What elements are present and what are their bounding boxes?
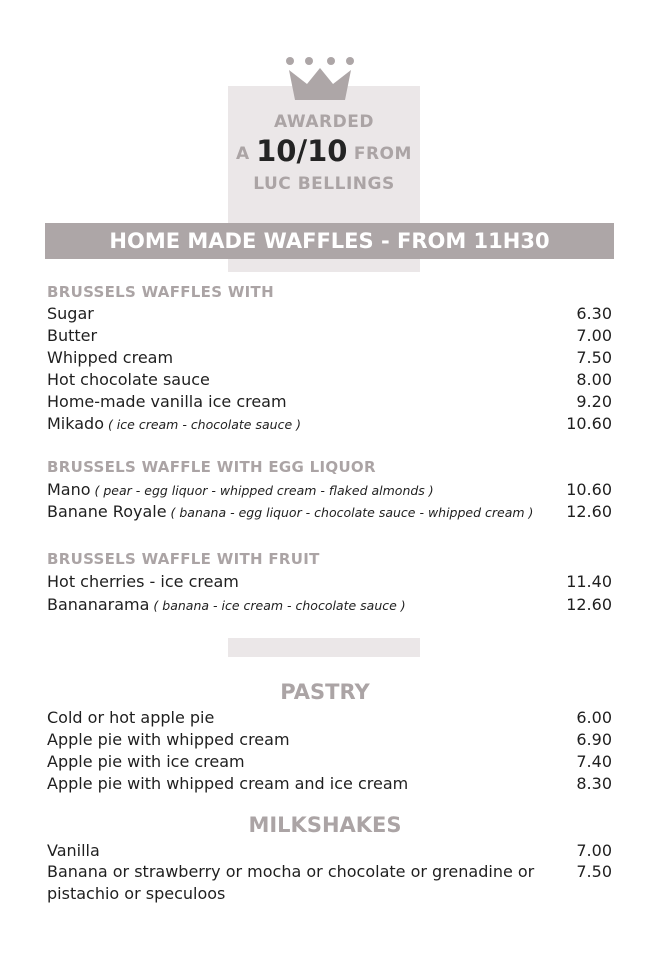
item-name: Hot chocolate sauce <box>47 370 210 389</box>
item-price: 12.60 <box>566 502 612 521</box>
item-description: ( pear - egg liquor - whipped cream - flaked almonds ) <box>90 483 434 498</box>
award-score: 10/10 <box>256 134 348 168</box>
menu-item <box>47 571 612 593</box>
divider-bar <box>228 638 420 657</box>
crown-icon <box>283 56 357 102</box>
award-suffix: FROM <box>347 144 412 164</box>
menu-item <box>47 347 612 369</box>
item-price: 7.00 <box>576 326 612 345</box>
award-line-3: LUC BELLINGS <box>253 174 395 194</box>
item-name: Hot cherries - ice cream <box>47 572 239 591</box>
award-line-2 <box>228 134 420 168</box>
section-title-fruit: BRUSSELS WAFFLE WITH FRUIT <box>47 550 320 568</box>
menu-item <box>47 479 612 501</box>
item-name: Sugar <box>47 304 94 323</box>
item-description: ( ice cream - chocolate sauce ) <box>103 417 301 432</box>
menu-item <box>47 369 612 391</box>
item-price: 10.60 <box>566 480 612 499</box>
menu-item <box>47 751 612 773</box>
menu-item <box>47 729 612 751</box>
item-name: Apple pie with whipped cream and ice cream <box>47 774 409 793</box>
item-name: Mikado ( ice cream - chocolate sauce ) <box>47 414 301 433</box>
section-title-waffles-with: BRUSSELS WAFFLES WITH <box>47 283 274 301</box>
menu-item <box>47 391 612 413</box>
item-price: 11.40 <box>566 572 612 591</box>
item-name: Banana or strawberry or mocha or chocolate or grenadine or pistachio or speculoos <box>47 862 535 903</box>
item-price: 7.40 <box>576 752 612 771</box>
item-name: Bananarama ( banana - ice cream - chocolate sauce ) <box>47 595 406 614</box>
item-price: 7.50 <box>576 348 612 367</box>
item-price: 6.90 <box>576 730 612 749</box>
section-title-egg-liquor: BRUSSELS WAFFLE WITH EGG LIQUOR <box>47 458 376 476</box>
item-name: Mano ( pear - egg liquor - whipped cream - flaked almonds ) <box>47 480 434 499</box>
menu-item <box>47 707 612 729</box>
menu-item <box>47 501 612 523</box>
section-title-milkshakes: MILKSHAKES <box>248 813 402 837</box>
item-name: Vanilla <box>47 841 100 860</box>
item-price: 6.00 <box>576 708 612 727</box>
item-name: Whipped cream <box>47 348 174 367</box>
award-line-1: AWARDED <box>274 112 374 132</box>
menu-item <box>47 773 612 795</box>
item-price: 8.00 <box>576 370 612 389</box>
menu-item <box>47 303 612 325</box>
item-name: Cold or hot apple pie <box>47 708 215 727</box>
award-prefix: A <box>236 144 257 164</box>
menu-item <box>47 413 612 435</box>
section-title-pastry: PASTRY <box>280 680 370 704</box>
item-name: Home-made vanilla ice cream <box>47 392 287 411</box>
menu-item <box>47 840 612 862</box>
item-price: 12.60 <box>566 595 612 614</box>
menu-item <box>47 594 612 616</box>
waffles-banner: HOME MADE WAFFLES - FROM 11H30 <box>45 223 614 259</box>
item-price: 10.60 <box>566 414 612 433</box>
item-price: 7.50 <box>576 862 612 881</box>
item-price: 6.30 <box>576 304 612 323</box>
item-name: Butter <box>47 326 98 345</box>
menu-item <box>47 861 612 905</box>
item-price: 9.20 <box>576 392 612 411</box>
item-name: Apple pie with whipped cream <box>47 730 290 749</box>
item-price: 7.00 <box>576 841 612 860</box>
item-description: ( banana - egg liquor - chocolate sauce - whipped cream ) <box>166 505 534 520</box>
menu-item <box>47 325 612 347</box>
item-name: Banane Royale ( banana - egg liquor - chocolate sauce - whipped cream ) <box>47 502 534 521</box>
item-description: ( banana - ice cream - chocolate sauce ) <box>149 598 406 613</box>
item-name: Apple pie with ice cream <box>47 752 245 771</box>
item-price: 8.30 <box>576 774 612 793</box>
